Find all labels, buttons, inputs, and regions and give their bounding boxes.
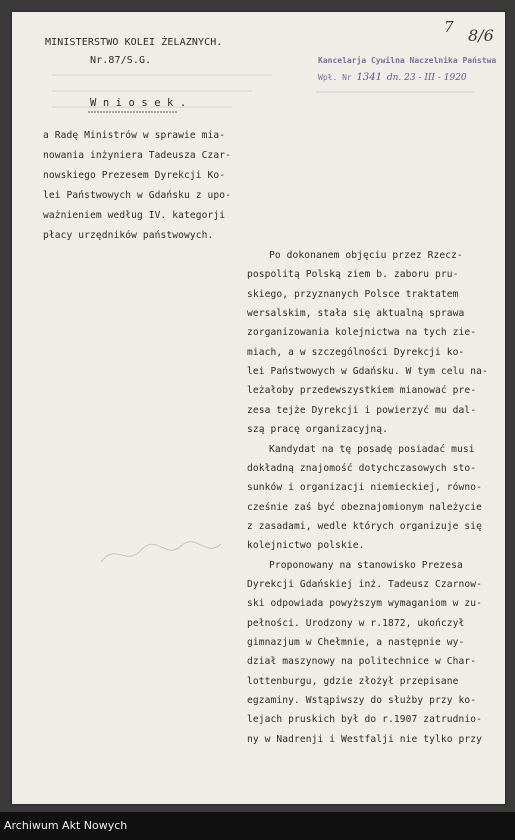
subject-line: nowania inżyniera Tadeusza Czar- (43, 150, 232, 161)
body-line: lottenburgu, gdzie złożył przepisane (247, 676, 459, 687)
body-line: skiego, przyznanych Polsce traktatem (247, 289, 459, 300)
folio-number: 8/6 (468, 26, 494, 45)
body-line: lei Państwowych w Gdańsku. W tym celu na- (247, 366, 488, 377)
stamp-entry-label: Wpł. Nr (318, 73, 352, 82)
body-line: egzaminy. Wstąpiwszy do służby przy ko- (247, 695, 477, 706)
body-line: ny w Nadrenji i Westfalji nie tylko przy (247, 734, 483, 745)
subject-line: a Radę Ministrów w sprawie mia- (43, 130, 226, 141)
body-line: dział maszynowy na politechnice w Char- (247, 656, 477, 667)
document-page (12, 12, 505, 804)
body-line: lejach pruskich był do r.1907 zatrudnio- (247, 714, 483, 725)
body-line: Proponowany na stanowisko Prezesa (269, 560, 463, 571)
body-line: sunków i organizacji niemieckiej, równo- (247, 482, 483, 493)
document-number: Nr.87/S.G. (90, 55, 152, 66)
body-line: pospolitą Polską ziem b. zaboru pru- (247, 269, 459, 280)
stamp-entry-number: 1341 (356, 72, 382, 83)
faint-signature (96, 532, 226, 572)
body-line: pełności. Urodzony w r.1872, ukończył (247, 618, 465, 629)
body-line: z zasadami, wedle których organizuje się (247, 521, 483, 532)
stamp-entry-date: dn. 23 - III - 1920 (386, 73, 467, 83)
body-line: kolejnictwo polskie. (247, 540, 365, 551)
title-underline (88, 110, 180, 114)
body-line: dokładną znajomość dotychczasowych sto- (247, 463, 477, 474)
archive-name: Archiwum Akt Nowych (4, 819, 128, 832)
body-line: cześnie zaś być obeznajomionym należycie (247, 502, 483, 513)
body-line: gimnazjum w Chełmnie, a następnie wy- (247, 637, 465, 648)
body-line: ski odpowiada powyższym wymaganiom w zu- (247, 598, 483, 609)
document-title: W n i o s e k . (90, 97, 187, 109)
body-line: leżałoby przedewszystkiem mianować pre- (247, 385, 477, 396)
body-line: Kandydat na tę posadę posiadać musi (269, 444, 475, 455)
archive-footer (0, 812, 515, 840)
subject-line: płacy urzędników państwowych. (43, 230, 214, 241)
stamp-line-1: Kancelarja Cywilna Naczelnika Państwa (318, 56, 497, 65)
body-line: Dyrekcji Gdańskiej inż. Tadeusz Czarnow- (247, 579, 483, 590)
subject-line: nowskiego Prezesem Dyrekcji Ko- (43, 170, 226, 181)
subject-line: lei Państwowych w Gdańsku z upo- (43, 190, 232, 201)
ministry-header: MINISTERSTWO KOLEI ŻELAZNYCH. (45, 37, 223, 48)
body-line: miach, a w szczególności Dyrekcji ko- (247, 347, 465, 358)
body-line: wersalskim, stała się aktualną sprawa (247, 308, 465, 319)
page-number: 7 (444, 18, 454, 36)
body-line: szą pracę organizacyjną. (247, 424, 389, 435)
bleed-through-mark (52, 74, 272, 76)
stamp-border (312, 52, 480, 96)
body-line: Po dokonanem objęciu przez Rzecz- (269, 250, 463, 261)
body-line: zorganizowania kolejnictwa na tych zie- (247, 327, 477, 338)
subject-line: ważnieniem według IV. kategorji (43, 210, 226, 221)
body-line: zesa tejże Dyrekcji i powierzyć mu dal- (247, 405, 477, 416)
bleed-through-mark (52, 90, 252, 92)
